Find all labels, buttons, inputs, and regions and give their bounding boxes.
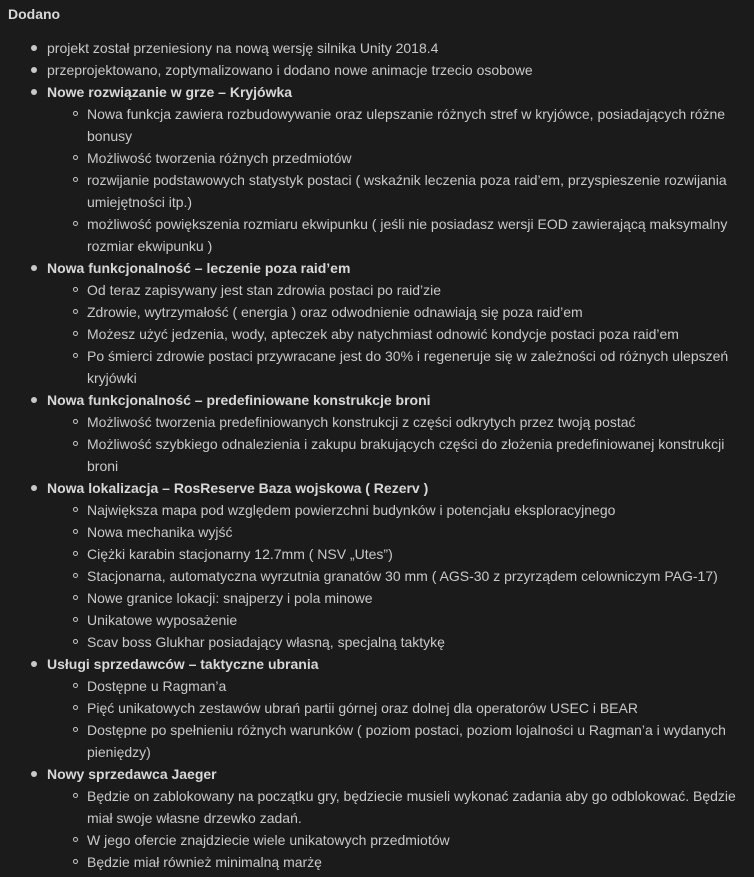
sub-list-item bbox=[47, 609, 754, 631]
sub-list-item-text: Scav boss Glukhar posiadający własną, specjalną taktykę bbox=[87, 634, 445, 650]
bullet-circle-icon bbox=[73, 287, 78, 292]
sub-list-item-text: Stacjonarna, automatyczna wyrzutnia granatów 30 mm ( AGS-30 z przyrządem celowniczym PAG-17) bbox=[87, 568, 718, 584]
sub-list-item bbox=[47, 147, 754, 169]
list-item bbox=[0, 59, 754, 81]
bullet-dot-icon bbox=[31, 45, 37, 51]
sub-list-item bbox=[47, 169, 754, 213]
list-item-text: projekt został przeniesiony na nową wersję silnika Unity 2018.4 bbox=[47, 40, 439, 56]
bullet-circle-icon bbox=[73, 573, 78, 578]
sub-list-item-text: W jego ofercie znajdziecie wiele unikatowych przedmiotów bbox=[87, 832, 450, 848]
sub-list-item-text: Możliwość szybkiego odnalezienia i zakupu brakujących części do złożenia predefiniowanej konstrukcji broni bbox=[87, 436, 725, 474]
sub-list-item-text: Dostępne po spełnieniu różnych warunków ( poziom postaci, poziom lojalności u Ragman’a i wydanych pieniędzy) bbox=[87, 722, 726, 760]
section-title: Nowa lokalizacja – RosReserve Baza wojskowa ( Rezerv ) bbox=[47, 480, 429, 496]
bullet-circle-icon bbox=[73, 221, 78, 226]
bullet-circle-icon bbox=[73, 639, 78, 644]
sub-list-item-text: Możliwość tworzenia predefiniowanych konstrukcji z części odkrytych przez twoją postać bbox=[87, 414, 636, 430]
section-title: Nowa funkcjonalność – predefiniowane konstrukcje broni bbox=[47, 392, 431, 408]
bullet-circle-icon bbox=[73, 353, 78, 358]
section-heading: Dodano bbox=[8, 6, 61, 22]
sub-list-item bbox=[47, 301, 754, 323]
sub-list bbox=[47, 499, 754, 653]
sub-list bbox=[47, 785, 754, 873]
bullet-dot-icon bbox=[31, 265, 37, 271]
section-title: Nowa funkcjonalność – leczenie poza raid’em bbox=[47, 260, 351, 276]
bullet-circle-icon bbox=[73, 705, 78, 710]
bullet-dot-icon bbox=[31, 89, 37, 95]
sub-list-item-text: Nowa mechanika wyjść bbox=[87, 524, 233, 540]
bullet-dot-icon bbox=[31, 771, 37, 777]
bullet-circle-icon bbox=[73, 331, 78, 336]
sub-list-item-text: możliwość powiększenia rozmiaru ekwipunku ( jeśli nie posiadasz wersji EOD zawierającą maksymalny rozmiar ekwipunku ) bbox=[87, 216, 728, 254]
sub-list-item bbox=[47, 103, 754, 147]
sub-list-item bbox=[47, 631, 754, 653]
sub-list-item bbox=[47, 785, 754, 829]
bullet-circle-icon bbox=[73, 551, 78, 556]
sub-list-item-text: Zdrowie, wytrzymałość ( energia ) oraz odwodnienie odnawiają się poza raid’em bbox=[87, 304, 583, 320]
sub-list-item bbox=[47, 345, 754, 389]
sub-list-item bbox=[47, 697, 754, 719]
list-item bbox=[0, 257, 754, 389]
sub-list-item bbox=[47, 323, 754, 345]
sub-list-item-text: Nowe granice lokacji: snajperzy i pola minowe bbox=[87, 590, 373, 606]
list-item bbox=[0, 477, 754, 653]
sub-list-item bbox=[47, 565, 754, 587]
list-item bbox=[0, 653, 754, 763]
sub-list-item bbox=[47, 521, 754, 543]
list-item-text: przeprojektowano, zoptymalizowano i dodano nowe animacje trzecio osobowe bbox=[47, 62, 533, 78]
bullet-circle-icon bbox=[73, 617, 78, 622]
sub-list-item-text: Unikatowe wyposażenie bbox=[87, 612, 238, 628]
sub-list-item-text: Dostępne u Ragman’a bbox=[87, 678, 227, 694]
sub-list-item bbox=[47, 411, 754, 433]
sub-list-item bbox=[47, 433, 754, 477]
sub-list-item bbox=[47, 675, 754, 697]
sub-list bbox=[47, 411, 754, 477]
list-item bbox=[0, 81, 754, 257]
sub-list-item-text: Po śmierci zdrowie postaci przywracane jest do 30% i regeneruje się w zależności od różnych ulepszeń kryjówki bbox=[87, 348, 729, 386]
bullet-circle-icon bbox=[73, 155, 78, 160]
bullet-circle-icon bbox=[73, 859, 78, 864]
sub-list bbox=[47, 103, 754, 257]
bullet-circle-icon bbox=[73, 419, 78, 424]
sub-list-item bbox=[47, 719, 754, 763]
bullet-circle-icon bbox=[73, 177, 78, 182]
sub-list bbox=[47, 675, 754, 763]
bullet-circle-icon bbox=[73, 529, 78, 534]
sub-list-item-text: Ciężki karabin stacjonarny 12.7mm ( NSV „Utes”) bbox=[87, 546, 393, 562]
sub-list-item bbox=[47, 279, 754, 301]
list-item bbox=[0, 389, 754, 477]
bullet-circle-icon bbox=[73, 683, 78, 688]
sub-list-item bbox=[47, 587, 754, 609]
section-title: Nowy sprzedawca Jaeger bbox=[47, 766, 217, 782]
sub-list-item bbox=[47, 543, 754, 565]
sub-list-item bbox=[47, 499, 754, 521]
bullet-circle-icon bbox=[73, 793, 78, 798]
list-item bbox=[0, 37, 754, 59]
sub-list-item-text: Możesz użyć jedzenia, wody, apteczek aby natychmiast odnowić kondycje postaci poza raid’em bbox=[87, 326, 679, 342]
sub-list-item bbox=[47, 213, 754, 257]
bullet-dot-icon bbox=[31, 397, 37, 403]
bullet-dot-icon bbox=[31, 485, 37, 491]
bullet-circle-icon bbox=[73, 441, 78, 446]
bullet-circle-icon bbox=[73, 595, 78, 600]
bullet-circle-icon bbox=[73, 309, 78, 314]
sub-list bbox=[47, 279, 754, 389]
sub-list-item-text: Będzie miał również minimalną marżę bbox=[87, 854, 322, 870]
sub-list-item bbox=[47, 829, 754, 851]
bullet-dot-icon bbox=[31, 661, 37, 667]
section-title: Usługi sprzedawców – taktyczne ubrania bbox=[47, 656, 319, 672]
sub-list-item-text: Największa mapa pod względem powierzchni budynków i potencjału eksploracyjnego bbox=[87, 502, 616, 518]
bullet-dot-icon bbox=[31, 67, 37, 73]
bullet-circle-icon bbox=[73, 727, 78, 732]
bullet-circle-icon bbox=[73, 111, 78, 116]
sub-list-item-text: Będzie on zablokowany na początku gry, będziecie musieli wykonać zadania aby go odblokować. Będzie miał swoje własne drzewko zadań. bbox=[87, 788, 736, 826]
sub-list-item-text: rozwijanie podstawowych statystyk postaci ( wskaźnik leczenia poza raid’em, przyspieszenie rozwijania umiejętności itp.) bbox=[87, 172, 727, 210]
bullet-circle-icon bbox=[73, 507, 78, 512]
sub-list-item bbox=[47, 851, 754, 873]
list-item bbox=[0, 763, 754, 873]
changes-list bbox=[0, 37, 754, 873]
section-title: Nowe rozwiązanie w grze – Kryjówka bbox=[47, 84, 293, 100]
sub-list-item-text: Od teraz zapisywany jest stan zdrowia postaci po raid’zie bbox=[87, 282, 442, 298]
sub-list-item-text: Nowa funkcja zawiera rozbudowywanie oraz ulepszanie różnych stref w kryjówce, posiadających różne bonusy bbox=[87, 106, 726, 144]
sub-list-item-text: Pięć unikatowych zestawów ubrań partii górnej oraz dolnej dla operatorów USEC i BEAR bbox=[87, 700, 638, 716]
bullet-circle-icon bbox=[73, 837, 78, 842]
sub-list-item-text: Możliwość tworzenia różnych przedmiotów bbox=[87, 150, 352, 166]
